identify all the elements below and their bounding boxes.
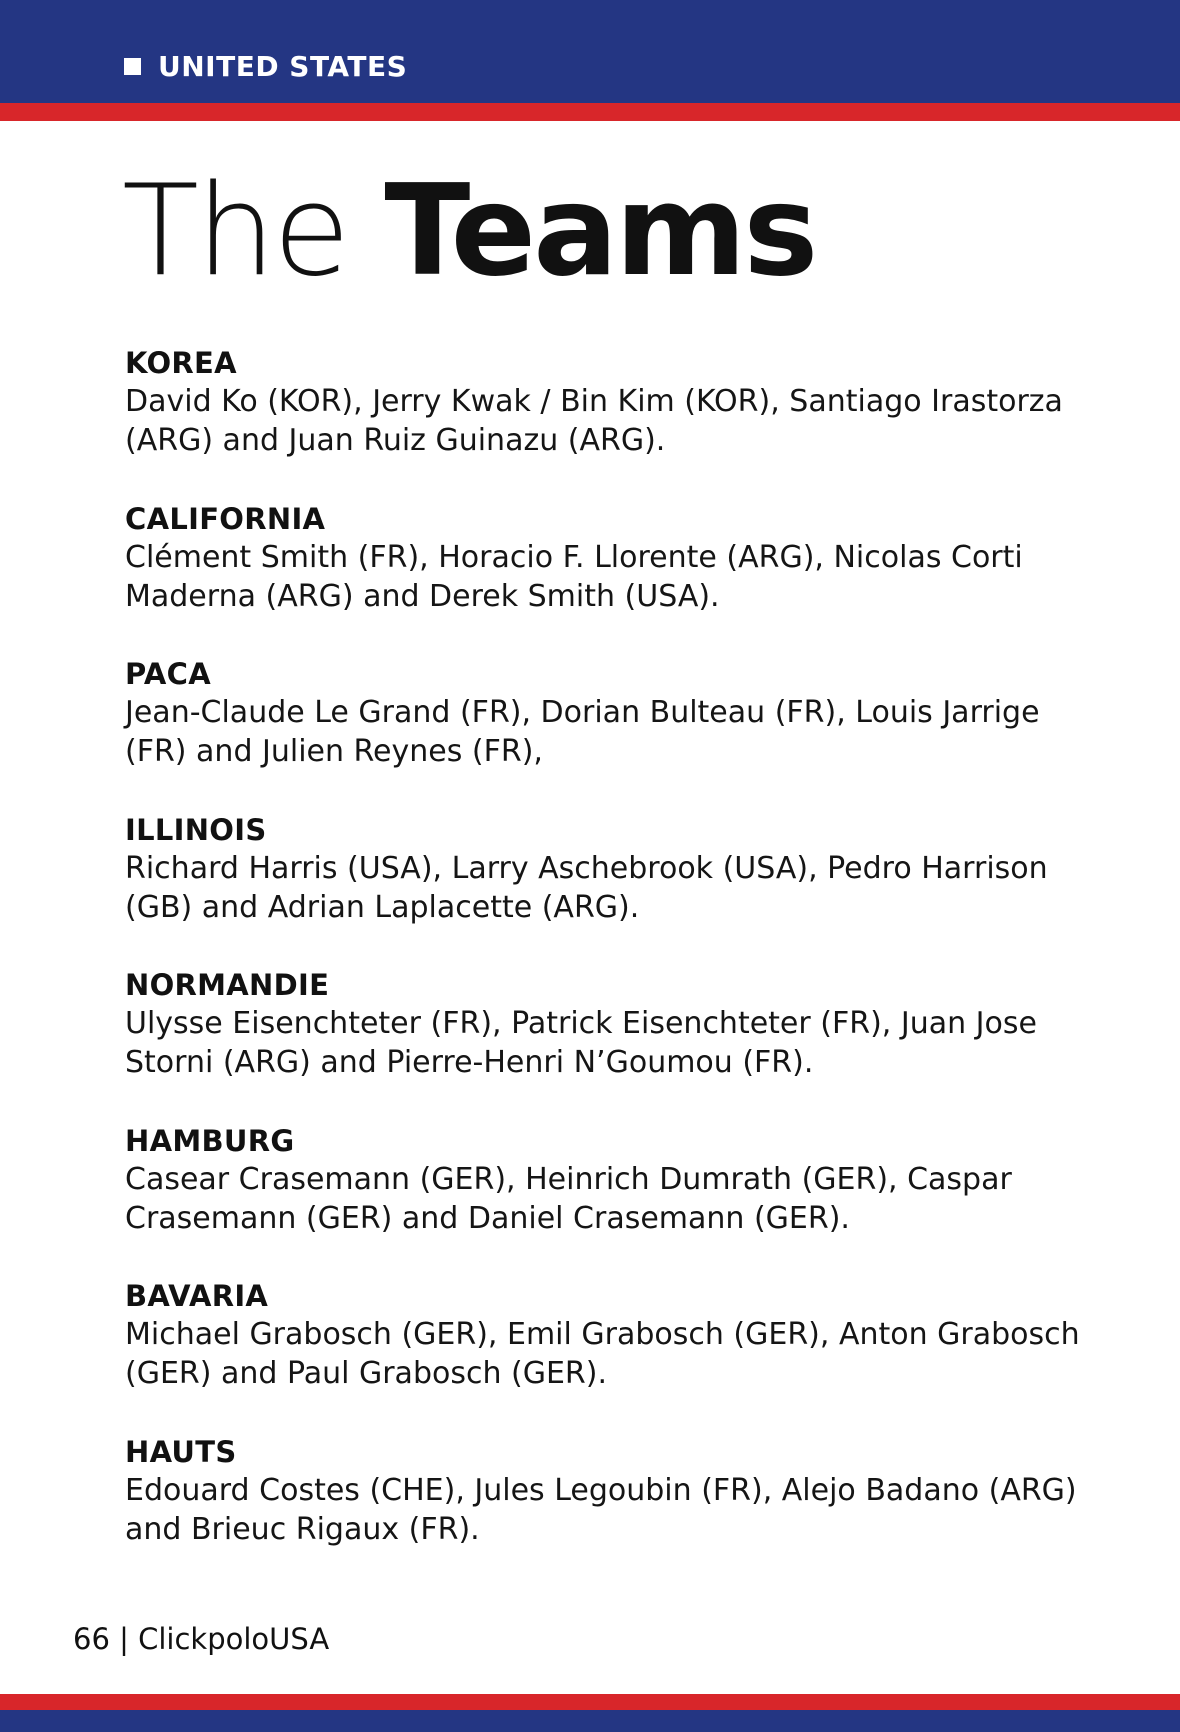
team-members: Ulysse Eisenchteter (FR), Patrick Eisenchteter (FR), Juan Jose Storni (ARG) and Pierre-Henri N’Goumou (FR). — [125, 1006, 1037, 1080]
page-footer: 66 | ClickpoloUSA — [73, 1622, 330, 1656]
footer-red-stripe — [0, 1694, 1180, 1710]
team-entry — [125, 655, 1085, 811]
footer-band — [0, 1710, 1180, 1732]
page-title-light: The — [122, 157, 348, 304]
team-name: KOREA — [125, 346, 237, 380]
page-title — [122, 157, 816, 304]
section-label-text: UNITED STATES — [158, 50, 408, 83]
team-entry — [125, 344, 1085, 500]
teams-list — [125, 344, 1085, 1588]
team-entry — [125, 500, 1085, 656]
team-members: Edouard Costes (CHE), Jules Legoubin (FR), Alejo Badano (ARG) and Brieuc Rigaux (FR). — [125, 1472, 1077, 1547]
team-entry — [125, 966, 1085, 1122]
square-bullet-icon — [124, 58, 141, 75]
team-name: PACA — [125, 657, 211, 691]
team-members: Richard Harris (USA), Larry Aschebrook (USA), Pedro Harrison (GB) and Adrian Laplacette (ARG). — [125, 850, 1048, 925]
team-entry — [125, 1433, 1085, 1589]
team-entry — [125, 811, 1085, 967]
team-name: HAUTS — [125, 1434, 237, 1469]
team-name: NORMANDIE — [125, 968, 330, 1002]
team-name: HAMBURG — [125, 1123, 295, 1158]
team-members: Casear Crasemann (GER), Heinrich Dumrath (GER), Caspar Crasemann (GER) and Daniel Crasemann (GER). — [125, 1161, 1012, 1236]
team-name: BAVARIA — [125, 1279, 269, 1313]
section-label — [124, 50, 407, 83]
team-name: ILLINOIS — [125, 812, 267, 847]
team-name: CALIFORNIA — [125, 501, 326, 536]
team-members: Clément Smith (FR), Horacio F. Llorente (ARG), Nicolas Corti Maderna (ARG) and Derek Smith (USA). — [125, 539, 1023, 614]
team-entry — [125, 1122, 1085, 1278]
team-members: David Ko (KOR), Jerry Kwak / Bin Kim (KOR), Santiago Irastorza (ARG) and Juan Ruiz Guinazu (ARG). — [125, 384, 1063, 458]
page-title-bold: Teams — [384, 157, 816, 304]
team-entry — [125, 1277, 1085, 1433]
header-red-stripe — [0, 103, 1180, 121]
team-members: Jean-Claude Le Grand (FR), Dorian Bulteau (FR), Louis Jarrige (FR) and Julien Reynes (FR), — [125, 695, 1040, 769]
team-members: Michael Grabosch (GER), Emil Grabosch (GER), Anton Grabosch (GER) and Paul Grabosch (GER). — [125, 1317, 1080, 1391]
